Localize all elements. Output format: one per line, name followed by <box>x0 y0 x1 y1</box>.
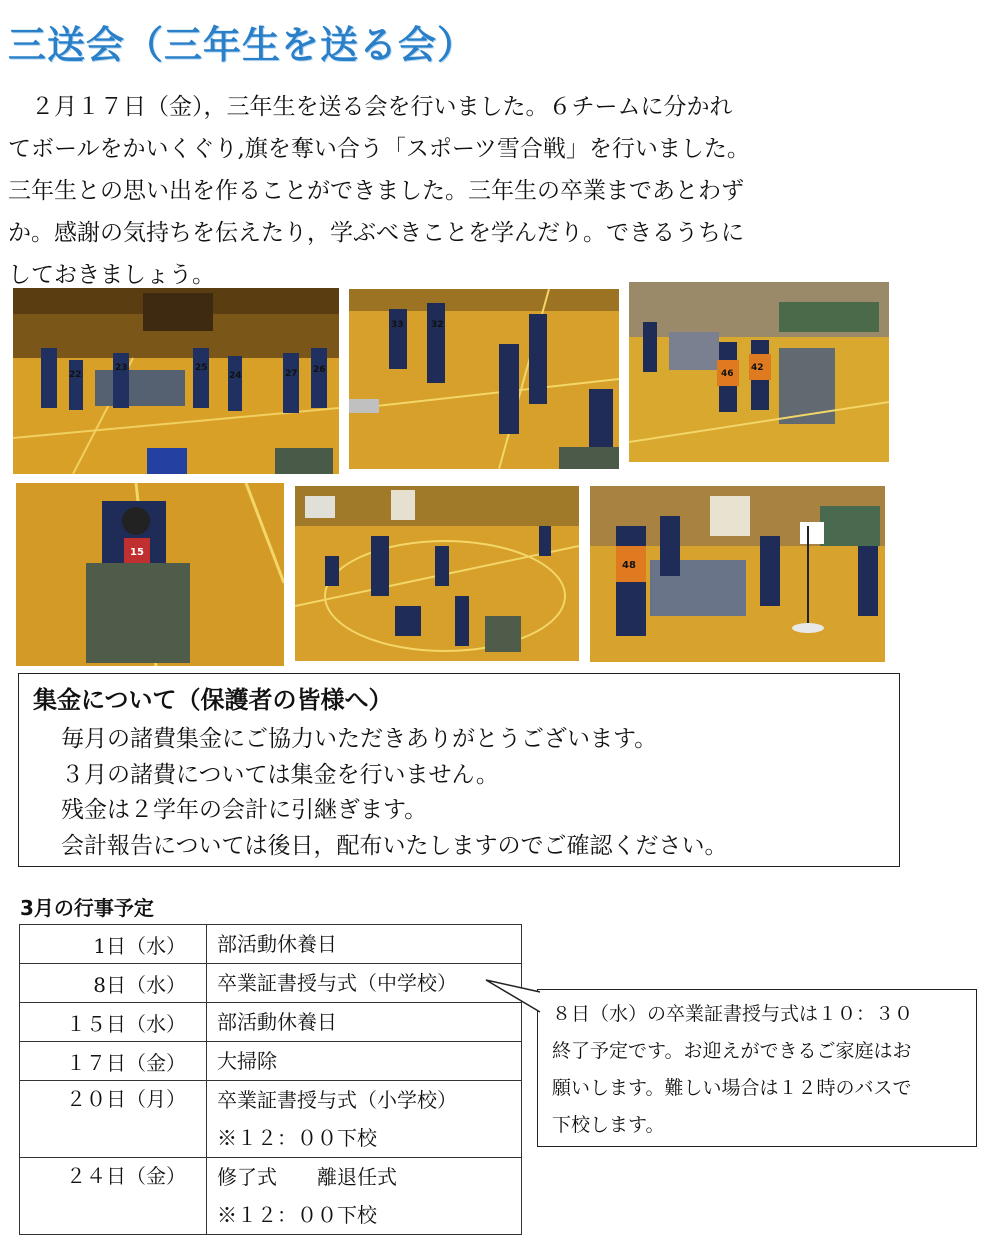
photo-number: 32 <box>431 320 444 330</box>
intro-line: しておきましょう。 <box>8 262 215 288</box>
page-title: 三送会（三年生を送る会） <box>8 23 477 67</box>
photo-number: 23 <box>115 363 128 373</box>
photo-number: 48 <box>622 560 636 571</box>
table-row <box>20 1158 522 1235</box>
event-photo-5 <box>295 486 579 661</box>
table-row <box>20 1042 522 1081</box>
schedule-date: ２０日（月） <box>20 1081 207 1158</box>
schedule-heading: 3月の行事予定 <box>20 896 154 920</box>
photo-number: 42 <box>751 363 764 373</box>
event-text: 修了式 離退任式 <box>217 1165 397 1189</box>
event-text: 卒業証書授与式（中学校） <box>217 971 457 995</box>
callout-line: 下校します。 <box>552 1114 665 1136</box>
event-photo-6 <box>590 486 885 662</box>
callout-pointer <box>484 978 544 1018</box>
photo-number: 24 <box>229 371 242 381</box>
table-row <box>20 925 522 964</box>
photo-number: 46 <box>721 369 734 379</box>
notice-line: 毎月の諸費集金にご協力いただきありがとうございます。 <box>61 726 658 752</box>
fee-notice-box <box>18 673 900 867</box>
photo-number: 27 <box>285 369 298 379</box>
table-row <box>20 964 522 1003</box>
schedule-date: 1日（水） <box>20 925 207 964</box>
intro-line: 三年生との思い出を作ることができました。三年生の卒業まであとわず <box>8 178 744 204</box>
schedule-date: １５日（水） <box>20 1003 207 1042</box>
schedule-event <box>207 925 522 964</box>
event-text: 卒業証書授与式（小学校） <box>217 1088 457 1112</box>
schedule-event <box>207 964 522 1003</box>
intro-text <box>8 86 868 296</box>
schedule-event <box>207 1158 522 1235</box>
event-photo-4 <box>16 483 284 666</box>
event-photo-3 <box>629 282 889 462</box>
event-note: ※１２：００下校 <box>217 1126 377 1150</box>
photo-number: 22 <box>69 370 82 380</box>
notice-line: 残金は２学年の会計に引継ぎます。 <box>61 797 428 823</box>
table-row <box>20 1003 522 1042</box>
event-note: ※１２：００下校 <box>217 1203 377 1227</box>
event-text: 部活動休養日 <box>217 932 337 956</box>
event-text: 部活動休養日 <box>217 1010 337 1034</box>
table-row <box>20 1081 522 1158</box>
notice-line: ３月の諸費については集金を行いません。 <box>61 762 499 788</box>
schedule-event <box>207 1081 522 1158</box>
photo-number: 25 <box>195 363 208 373</box>
schedule-event <box>207 1042 522 1081</box>
graduation-callout <box>537 989 977 1147</box>
schedule-date: ２４日（金） <box>20 1158 207 1235</box>
callout-line: 願いします。難しい場合は１２時のバスで <box>552 1077 912 1099</box>
intro-line: か。感謝の気持ちを伝えたり，学ぶべきことを学んだり。できるうちに <box>8 220 744 246</box>
intro-line: てボールをかいくぐり,旗を奪い合う「スポーツ雪合戦」を行いました。 <box>8 136 750 162</box>
schedule-date: １７日（金） <box>20 1042 207 1081</box>
event-photo-1 <box>13 288 339 474</box>
schedule-date: 8日（水） <box>20 964 207 1003</box>
intro-line: ２月１７日（金），三年生を送る会を行いました。６チームに分かれ <box>8 94 733 120</box>
schedule-event <box>207 1003 522 1042</box>
event-photo-2 <box>349 289 619 469</box>
callout-line: 終了予定です。お迎えができるご家庭はお <box>552 1040 912 1062</box>
schedule-table <box>19 924 522 1235</box>
photo-number: 15 <box>130 547 144 558</box>
notice-heading: 集金について（保護者の皆様へ） <box>33 686 393 714</box>
callout-line: ８日（水）の卒業証書授与式は１０：３０ <box>552 1003 914 1025</box>
event-text: 大掃除 <box>217 1049 277 1073</box>
photo-number: 26 <box>313 365 326 375</box>
photo-number: 33 <box>391 320 404 330</box>
notice-line: 会計報告については後日，配布いたしますのでご確認ください。 <box>61 833 728 859</box>
